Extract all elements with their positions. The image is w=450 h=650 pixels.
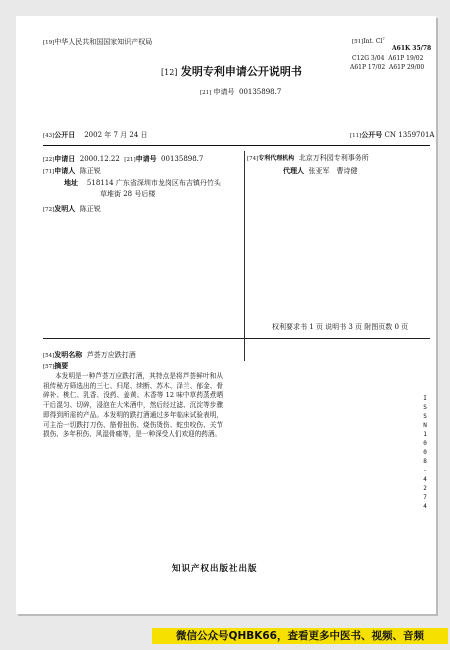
patent-page [16, 16, 436, 614]
banner-text: 微信公众号QHBK66，查看更多中医书、视频、音频 [176, 630, 424, 642]
pub-no-line: [11]公开号 CN 1359701A [350, 130, 435, 139]
rule-top [43, 145, 430, 146]
column-divider [244, 151, 245, 361]
inventor-line: [72]发明人 陈正锐 [43, 204, 101, 213]
agency-line: [74]专利代理机构 北京万科园专利事务所 [247, 154, 369, 162]
class-row-2: A61P 17/02 A61P 29/00 [350, 64, 425, 71]
issn-vertical: I S S N 1 0 0 8 - 4 2 7 4 [423, 395, 427, 510]
filing-line: [22]申请日 2000.12.22 [21]申请号 00135898.7 [43, 154, 204, 163]
invention-title-line: [54]发明名称 芦荟万应跌打酒 [43, 350, 136, 359]
invention-title: 芦荟万应跌打酒 [86, 351, 136, 359]
applicant-line: [71]申请人 陈正锐 [43, 166, 101, 175]
publisher: 知识产权出版社出版 [172, 564, 258, 574]
doc-type: 发明专利申请公开说明书 [180, 65, 302, 78]
class-row-1: C12G 3/04 A61P 19/02 [352, 55, 424, 62]
address-line-1: 地址 518114 广东省深圳市龙岗区布吉镇丹竹头 [64, 178, 221, 187]
rule-middle [43, 338, 430, 339]
office-line: [19]中华人民共和国国家知识产权局 [43, 38, 153, 46]
office-name: 中华人民共和国国家知识产权局 [54, 38, 153, 46]
header-appno-line: [21] 申请号 00135898.7 [200, 88, 282, 96]
abstract-text: 本发明是一种芦荟万应跌打酒，其特点是将芦荟鲜叶和从祖传秘方筛选出的三七、归尾、续断、苏木、泽兰、郁金、骨碎补、桃仁、乳香、没药、姜黄、木香等 12 味中草药蒸煮晒干后混匀、切碎，浸泡在大米酒中，然后经过滤、沉淀等步骤即得到所需的产品。本发明的跌打酒通过多年临床试验表明，可主治一切跌打刀伤、筋骨扭伤、烧伤烫伤、蛇虫咬伤、关节损伤、多年积伤、风湿骨痛等，是一种深受人们欢迎的药酒。 [43, 372, 223, 439]
intcl-line: [51]Int. Cl$^7$ [352, 36, 385, 45]
agent-line: 代理人 张亚军 曹诗健 [283, 166, 358, 175]
pub-date-line: [43]公开日 2002 年 7 月 24 日 [43, 130, 148, 139]
wechat-banner [152, 628, 448, 644]
doc-type-line: [12] 发明专利申请公开说明书 [161, 65, 302, 78]
class-main: A61K 35/78 [392, 45, 432, 52]
abstract-heading: [57]摘要 [43, 361, 69, 370]
claims-summary: 权利要求书 1 页 说明书 3 页 附图页数 0 页 [272, 323, 409, 331]
address-line-2: 草堆街 28 号后楼 [100, 190, 156, 198]
